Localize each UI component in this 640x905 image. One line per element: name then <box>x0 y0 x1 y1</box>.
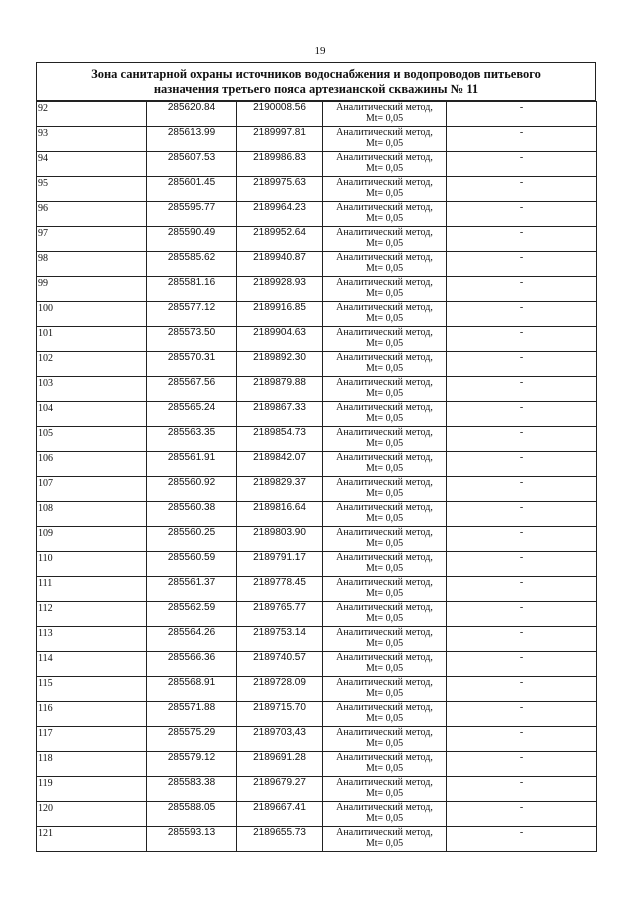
method-label: Аналитический метод, <box>336 252 433 263</box>
precision-label: Mt= 0,05 <box>365 363 404 374</box>
y-coordinate-cell: 2189867.33 <box>237 402 323 427</box>
precision-label: Mt= 0,05 <box>365 788 404 799</box>
x-coordinate-cell: 285588.05 <box>147 802 237 827</box>
description-cell: - <box>447 652 597 677</box>
table-row <box>37 177 597 202</box>
precision-label: Mt= 0,05 <box>365 588 404 599</box>
x-coordinate-cell: 285593.13 <box>147 827 237 852</box>
precision-label: Mt= 0,05 <box>365 563 404 574</box>
table-row <box>37 702 597 727</box>
description-cell: - <box>447 452 597 477</box>
method-label: Аналитический метод, <box>336 652 433 663</box>
precision-label: Mt= 0,05 <box>365 163 404 174</box>
method-cell <box>323 152 447 177</box>
x-coordinate-cell: 285568.91 <box>147 677 237 702</box>
method-label: Аналитический метод, <box>336 302 433 313</box>
description-cell: - <box>447 727 597 752</box>
y-coordinate-cell: 2189740.57 <box>237 652 323 677</box>
y-coordinate-cell: 2189703,43 <box>237 727 323 752</box>
method-label: Аналитический метод, <box>336 102 433 113</box>
x-coordinate-cell: 285563.35 <box>147 427 237 452</box>
y-coordinate-cell: 2189997.81 <box>237 127 323 152</box>
precision-label: Mt= 0,05 <box>365 838 404 849</box>
method-cell <box>323 577 447 602</box>
x-coordinate-cell: 285565.24 <box>147 402 237 427</box>
y-coordinate-cell: 2189928.93 <box>237 277 323 302</box>
method-cell <box>323 727 447 752</box>
precision-label: Mt= 0,05 <box>365 138 404 149</box>
point-number-cell: 104 <box>37 402 147 427</box>
point-number-cell: 101 <box>37 327 147 352</box>
method-cell <box>323 552 447 577</box>
x-coordinate-cell: 285607.53 <box>147 152 237 177</box>
precision-label: Mt= 0,05 <box>365 213 404 224</box>
method-label: Аналитический метод, <box>336 352 433 363</box>
y-coordinate-cell: 2189854.73 <box>237 427 323 452</box>
x-coordinate-cell: 285575.29 <box>147 727 237 752</box>
x-coordinate-cell: 285567.56 <box>147 377 237 402</box>
x-coordinate-cell: 285583.38 <box>147 777 237 802</box>
description-cell: - <box>447 477 597 502</box>
x-coordinate-cell: 285579.12 <box>147 752 237 777</box>
description-cell: - <box>447 377 597 402</box>
precision-label: Mt= 0,05 <box>365 463 404 474</box>
description-cell: - <box>447 277 597 302</box>
table-row <box>37 252 597 277</box>
y-coordinate-cell: 2189753.14 <box>237 627 323 652</box>
point-number-cell: 100 <box>37 302 147 327</box>
y-coordinate-cell: 2189904.63 <box>237 327 323 352</box>
table-row <box>37 502 597 527</box>
method-label: Аналитический метод, <box>336 402 433 413</box>
precision-label: Mt= 0,05 <box>365 263 404 274</box>
point-number-cell: 110 <box>37 552 147 577</box>
table-row <box>37 127 597 152</box>
precision-label: Mt= 0,05 <box>365 188 404 199</box>
method-label: Аналитический метод, <box>336 677 433 688</box>
point-number-cell: 115 <box>37 677 147 702</box>
y-coordinate-cell: 2189679.27 <box>237 777 323 802</box>
method-cell <box>323 752 447 777</box>
table-row <box>37 802 597 827</box>
y-coordinate-cell: 2189986.83 <box>237 152 323 177</box>
x-coordinate-cell: 285573.50 <box>147 327 237 352</box>
point-number-cell: 107 <box>37 477 147 502</box>
table-row <box>37 727 597 752</box>
y-coordinate-cell: 2189655.73 <box>237 827 323 852</box>
point-number-cell: 121 <box>37 827 147 852</box>
method-label: Аналитический метод, <box>336 327 433 338</box>
precision-label: Mt= 0,05 <box>365 413 404 424</box>
table-row <box>37 102 597 127</box>
table-row <box>37 202 597 227</box>
method-label: Аналитический метод, <box>336 527 433 538</box>
description-cell: - <box>447 777 597 802</box>
method-cell <box>323 302 447 327</box>
x-coordinate-cell: 285570.31 <box>147 352 237 377</box>
description-cell: - <box>447 152 597 177</box>
table-row <box>37 227 597 252</box>
y-coordinate-cell: 2189892.30 <box>237 352 323 377</box>
point-number-cell: 106 <box>37 452 147 477</box>
y-coordinate-cell: 2189728.09 <box>237 677 323 702</box>
title-line-2: назначения третьего пояса артезианской скважины № 11 <box>153 81 479 96</box>
precision-label: Mt= 0,05 <box>365 638 404 649</box>
method-label: Аналитический метод, <box>336 427 433 438</box>
y-coordinate-cell: 2189691.28 <box>237 752 323 777</box>
table-row <box>37 527 597 552</box>
method-label: Аналитический метод, <box>336 802 433 813</box>
description-cell: - <box>447 327 597 352</box>
point-number-cell: 103 <box>37 377 147 402</box>
description-cell: - <box>447 427 597 452</box>
point-number-cell: 98 <box>37 252 147 277</box>
point-number-cell: 99 <box>37 277 147 302</box>
description-cell: - <box>447 577 597 602</box>
table-row <box>37 752 597 777</box>
method-label: Аналитический метод, <box>336 227 433 238</box>
table-row <box>37 152 597 177</box>
page-number: 19 <box>314 45 326 57</box>
y-coordinate-cell: 2189667.41 <box>237 802 323 827</box>
point-number-cell: 113 <box>37 627 147 652</box>
precision-label: Mt= 0,05 <box>365 288 404 299</box>
y-coordinate-cell: 2189842.07 <box>237 452 323 477</box>
method-label: Аналитический метод, <box>336 277 433 288</box>
description-cell: - <box>447 402 597 427</box>
x-coordinate-cell: 285601.45 <box>147 177 237 202</box>
method-cell <box>323 527 447 552</box>
table-row <box>37 602 597 627</box>
document-sheet <box>36 62 596 852</box>
point-number-cell: 120 <box>37 802 147 827</box>
method-cell <box>323 502 447 527</box>
x-coordinate-cell: 285590.49 <box>147 227 237 252</box>
table-row <box>37 677 597 702</box>
y-coordinate-cell: 2189816.64 <box>237 502 323 527</box>
method-cell <box>323 452 447 477</box>
method-label: Аналитический метод, <box>336 377 433 388</box>
table-row <box>37 552 597 577</box>
precision-label: Mt= 0,05 <box>365 688 404 699</box>
method-label: Аналитический метод, <box>336 777 433 788</box>
x-coordinate-cell: 285571.88 <box>147 702 237 727</box>
table-row <box>37 377 597 402</box>
precision-label: Mt= 0,05 <box>365 538 404 549</box>
description-cell: - <box>447 677 597 702</box>
table-row <box>37 577 597 602</box>
precision-label: Mt= 0,05 <box>365 513 404 524</box>
x-coordinate-cell: 285564.26 <box>147 627 237 652</box>
x-coordinate-cell: 285560.38 <box>147 502 237 527</box>
point-number-cell: 95 <box>37 177 147 202</box>
method-cell <box>323 202 447 227</box>
point-number-cell: 97 <box>37 227 147 252</box>
point-number-cell: 114 <box>37 652 147 677</box>
y-coordinate-cell: 2189803.90 <box>237 527 323 552</box>
method-label: Аналитический метод, <box>336 827 433 838</box>
description-cell: - <box>447 552 597 577</box>
table-row <box>37 427 597 452</box>
method-label: Аналитический метод, <box>336 727 433 738</box>
description-cell: - <box>447 602 597 627</box>
point-number-cell: 92 <box>37 102 147 127</box>
method-cell <box>323 827 447 852</box>
precision-label: Mt= 0,05 <box>365 313 404 324</box>
title-line-1: Зона санитарной охраны источников водоснабжения и водопроводов питьевого <box>91 66 541 81</box>
y-coordinate-cell: 2190008.56 <box>237 102 323 127</box>
point-number-cell: 108 <box>37 502 147 527</box>
precision-label: Mt= 0,05 <box>365 113 404 124</box>
method-cell <box>323 702 447 727</box>
description-cell: - <box>447 802 597 827</box>
method-cell <box>323 277 447 302</box>
point-number-cell: 117 <box>37 727 147 752</box>
description-cell: - <box>447 702 597 727</box>
precision-label: Mt= 0,05 <box>365 488 404 499</box>
method-cell <box>323 777 447 802</box>
y-coordinate-cell: 2189975.63 <box>237 177 323 202</box>
table-row <box>37 477 597 502</box>
method-cell <box>323 327 447 352</box>
x-coordinate-cell: 285595.77 <box>147 202 237 227</box>
method-cell <box>323 477 447 502</box>
method-cell <box>323 352 447 377</box>
description-cell: - <box>447 627 597 652</box>
y-coordinate-cell: 2189879.88 <box>237 377 323 402</box>
method-label: Аналитический метод, <box>336 127 433 138</box>
point-number-cell: 119 <box>37 777 147 802</box>
method-cell <box>323 102 447 127</box>
description-cell: - <box>447 502 597 527</box>
method-label: Аналитический метод, <box>336 752 433 763</box>
method-label: Аналитический метод, <box>336 202 433 213</box>
description-cell: - <box>447 252 597 277</box>
point-number-cell: 112 <box>37 602 147 627</box>
x-coordinate-cell: 285560.92 <box>147 477 237 502</box>
y-coordinate-cell: 2189940.87 <box>237 252 323 277</box>
table-row <box>37 627 597 652</box>
point-number-cell: 116 <box>37 702 147 727</box>
method-cell <box>323 427 447 452</box>
x-coordinate-cell: 285560.25 <box>147 527 237 552</box>
method-label: Аналитический метод, <box>336 577 433 588</box>
precision-label: Mt= 0,05 <box>365 613 404 624</box>
precision-label: Mt= 0,05 <box>365 338 404 349</box>
table-row <box>37 827 597 852</box>
description-cell: - <box>447 752 597 777</box>
table-row <box>37 277 597 302</box>
method-cell <box>323 177 447 202</box>
method-label: Аналитический метод, <box>336 152 433 163</box>
description-cell: - <box>447 227 597 252</box>
point-number-cell: 102 <box>37 352 147 377</box>
method-label: Аналитический метод, <box>336 627 433 638</box>
point-number-cell: 93 <box>37 127 147 152</box>
description-cell: - <box>447 102 597 127</box>
precision-label: Mt= 0,05 <box>365 438 404 449</box>
y-coordinate-cell: 2189964.23 <box>237 202 323 227</box>
x-coordinate-cell: 285561.91 <box>147 452 237 477</box>
precision-label: Mt= 0,05 <box>365 238 404 249</box>
precision-label: Mt= 0,05 <box>365 738 404 749</box>
method-label: Аналитический метод, <box>336 602 433 613</box>
coordinates-table-body <box>37 102 597 852</box>
description-cell: - <box>447 127 597 152</box>
description-cell: - <box>447 202 597 227</box>
precision-label: Mt= 0,05 <box>365 388 404 399</box>
point-number-cell: 94 <box>37 152 147 177</box>
precision-label: Mt= 0,05 <box>365 663 404 674</box>
x-coordinate-cell: 285585.62 <box>147 252 237 277</box>
method-label: Аналитический метод, <box>336 452 433 463</box>
x-coordinate-cell: 285577.12 <box>147 302 237 327</box>
y-coordinate-cell: 2189778.45 <box>237 577 323 602</box>
description-cell: - <box>447 302 597 327</box>
method-label: Аналитический метод, <box>336 177 433 188</box>
point-number-cell: 109 <box>37 527 147 552</box>
x-coordinate-cell: 285560.59 <box>147 552 237 577</box>
y-coordinate-cell: 2189791.17 <box>237 552 323 577</box>
y-coordinate-cell: 2189952.64 <box>237 227 323 252</box>
table-row <box>37 402 597 427</box>
method-label: Аналитический метод, <box>336 702 433 713</box>
point-number-cell: 96 <box>37 202 147 227</box>
table-row <box>37 777 597 802</box>
point-number-cell: 111 <box>37 577 147 602</box>
precision-label: Mt= 0,05 <box>365 763 404 774</box>
x-coordinate-cell: 285562.59 <box>147 602 237 627</box>
method-label: Аналитический метод, <box>336 477 433 488</box>
method-label: Аналитический метод, <box>336 552 433 563</box>
method-cell <box>323 252 447 277</box>
point-number-cell: 105 <box>37 427 147 452</box>
x-coordinate-cell: 285581.16 <box>147 277 237 302</box>
coordinates-table <box>36 101 597 852</box>
method-label: Аналитический метод, <box>336 502 433 513</box>
method-cell <box>323 802 447 827</box>
x-coordinate-cell: 285561.37 <box>147 577 237 602</box>
table-row <box>37 327 597 352</box>
precision-label: Mt= 0,05 <box>365 813 404 824</box>
table-row <box>37 302 597 327</box>
description-cell: - <box>447 352 597 377</box>
y-coordinate-cell: 2189765.77 <box>237 602 323 627</box>
y-coordinate-cell: 2189829.37 <box>237 477 323 502</box>
method-cell <box>323 402 447 427</box>
x-coordinate-cell: 285566.36 <box>147 652 237 677</box>
y-coordinate-cell: 2189715.70 <box>237 702 323 727</box>
point-number-cell: 118 <box>37 752 147 777</box>
method-cell <box>323 602 447 627</box>
y-coordinate-cell: 2189916.85 <box>237 302 323 327</box>
table-row <box>37 652 597 677</box>
method-cell <box>323 677 447 702</box>
precision-label: Mt= 0,05 <box>365 713 404 724</box>
method-cell <box>323 627 447 652</box>
method-cell <box>323 377 447 402</box>
table-row <box>37 452 597 477</box>
x-coordinate-cell: 285613.99 <box>147 127 237 152</box>
table-row <box>37 352 597 377</box>
table-title <box>36 62 596 101</box>
method-cell <box>323 652 447 677</box>
description-cell: - <box>447 177 597 202</box>
description-cell: - <box>447 827 597 852</box>
method-cell <box>323 127 447 152</box>
x-coordinate-cell: 285620.84 <box>147 102 237 127</box>
method-cell <box>323 227 447 252</box>
description-cell: - <box>447 527 597 552</box>
